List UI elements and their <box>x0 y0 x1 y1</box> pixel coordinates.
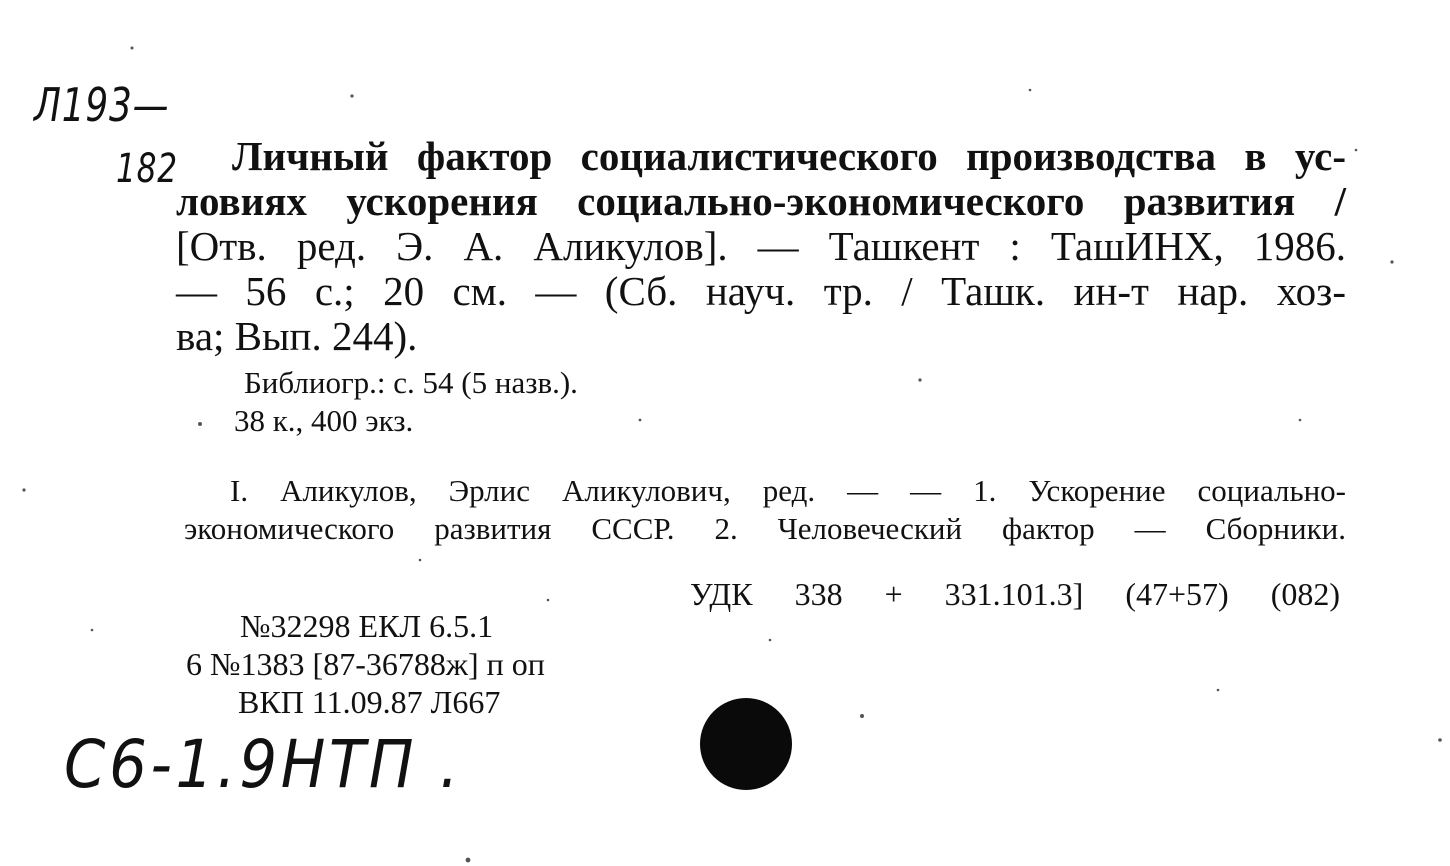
registration-line-3: ВКП 11.09.87 Л667 <box>238 684 501 720</box>
udk-classification: УДК 338 + 331.101.3] (47+57) (082) <box>690 576 1340 612</box>
registration-line-1: №32298 ЕКЛ 6.5.1 <box>240 608 494 644</box>
bibliographic-title <box>176 134 1346 359</box>
registration-line-2: 6 №1383 [87-36788ж] п оп <box>186 646 545 682</box>
handwritten-shelf-mark: Л193— <box>34 78 170 132</box>
title-line-1: Личный фактор социалистического производства в ус- <box>232 133 1346 179</box>
title-line-3: [Отв. ред. Э. А. Аликулов]. — Ташкент : ТашИНХ, 1986. <box>176 223 1346 269</box>
handwritten-shelf-mark-number: 182 <box>116 146 178 192</box>
title-line-4: — 56 с.; 20 см. — (Сб. науч. тр. / Ташк. ин-т нар. хоз- <box>176 268 1346 314</box>
title-line-5: ва; Вып. 244). <box>176 313 418 359</box>
bibliography-note-text: Библиогр.: с. 54 (5 назв.). <box>244 365 578 400</box>
handwritten-index-code: С6-1.9НТП . <box>64 726 463 803</box>
subjects-line-2: экономического развития СССР. 2. Человеческий фактор — Сборники. <box>184 511 1346 546</box>
bibliography-note <box>244 364 578 402</box>
subject-headings <box>184 472 1346 548</box>
price-copies-text: 38 к., 400 экз. <box>234 403 414 438</box>
subjects-line-1: I. Аликулов, Эрлис Аликулович, ред. — — 1. Ускорение социально- <box>230 473 1346 508</box>
price-and-copies <box>234 402 413 440</box>
title-line-2: ловиях ускорения социально-экономического развития / <box>176 178 1346 224</box>
punched-hole-mark <box>700 698 792 790</box>
